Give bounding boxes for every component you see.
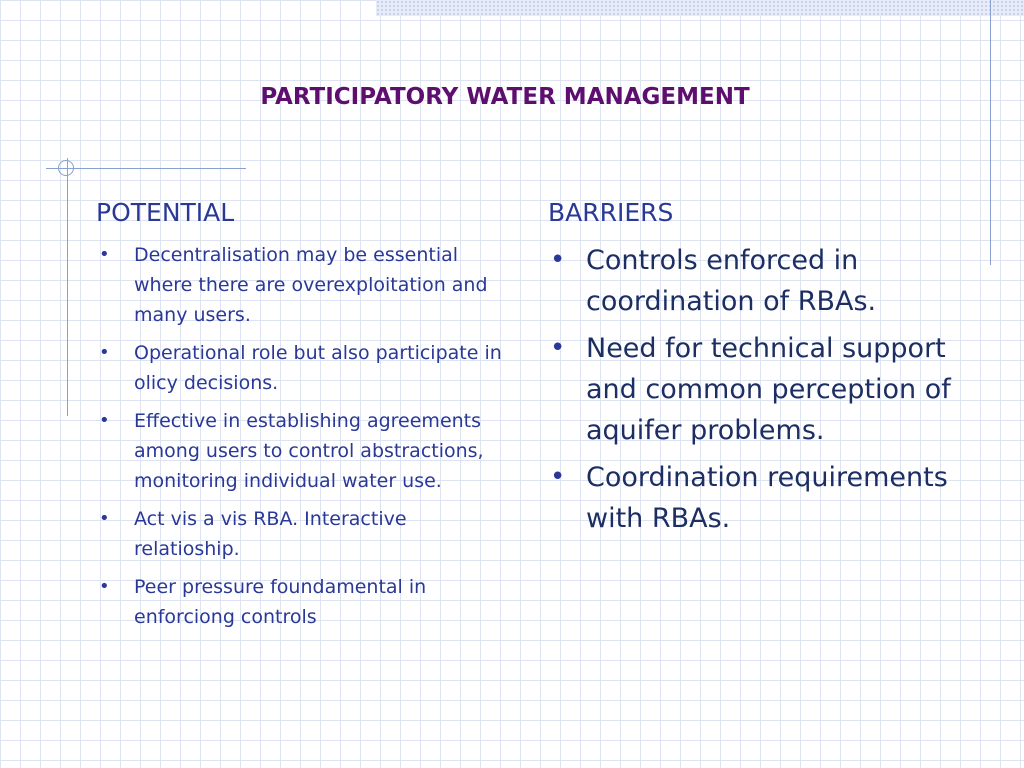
potential-item-text: Decentralisation may be essential where there are overexploitation and many users. xyxy=(134,244,488,326)
potential-item xyxy=(96,240,516,330)
decorative-top-band xyxy=(376,0,1024,16)
potential-item-text: Effective in establishing agreements among users to control abstractions, monitoring individual water use. xyxy=(134,410,484,492)
potential-column xyxy=(96,196,516,640)
potential-item-text: Act vis a vis RBA. Interactive relatioship. xyxy=(134,508,407,560)
bullet-dot-icon: • xyxy=(550,462,566,492)
potential-item xyxy=(96,406,516,496)
potential-item xyxy=(96,572,516,632)
potential-list xyxy=(96,240,516,632)
barrier-item xyxy=(548,328,978,451)
barriers-heading: BARRIERS xyxy=(548,198,674,227)
slide-title: PARTICIPATORY WATER MANAGEMENT xyxy=(260,84,750,110)
bullet-dot-icon: • xyxy=(99,244,110,265)
barrier-item-text: Controls enforced in coordination of RBAs. xyxy=(586,245,877,317)
potential-item xyxy=(96,338,516,398)
bullet-dot-icon: • xyxy=(99,410,110,431)
decorative-vertical-line-left xyxy=(67,158,68,416)
barrier-item-text: Coordination requirements with RBAs. xyxy=(586,462,948,534)
potential-item-text: Operational role but also participate in olicy decisions. xyxy=(134,342,502,394)
barrier-item-text: Need for technical support and common perception of aquifer problems. xyxy=(586,333,951,446)
decorative-vertical-line-right xyxy=(990,0,991,265)
barrier-item xyxy=(548,240,978,322)
decorative-circle-icon xyxy=(58,160,74,176)
bullet-dot-icon: • xyxy=(550,245,566,275)
decorative-horizontal-line xyxy=(46,168,246,169)
bullet-dot-icon: • xyxy=(99,342,110,363)
potential-item-text: Peer pressure foundamental in enforciong controls xyxy=(134,576,427,628)
barriers-column xyxy=(548,196,978,545)
potential-heading: POTENTIAL xyxy=(96,198,235,227)
bullet-dot-icon: • xyxy=(550,333,566,363)
barriers-list xyxy=(548,240,978,539)
bullet-dot-icon: • xyxy=(99,508,110,529)
potential-item xyxy=(96,504,516,564)
barrier-item xyxy=(548,457,978,539)
bullet-dot-icon: • xyxy=(99,576,110,597)
